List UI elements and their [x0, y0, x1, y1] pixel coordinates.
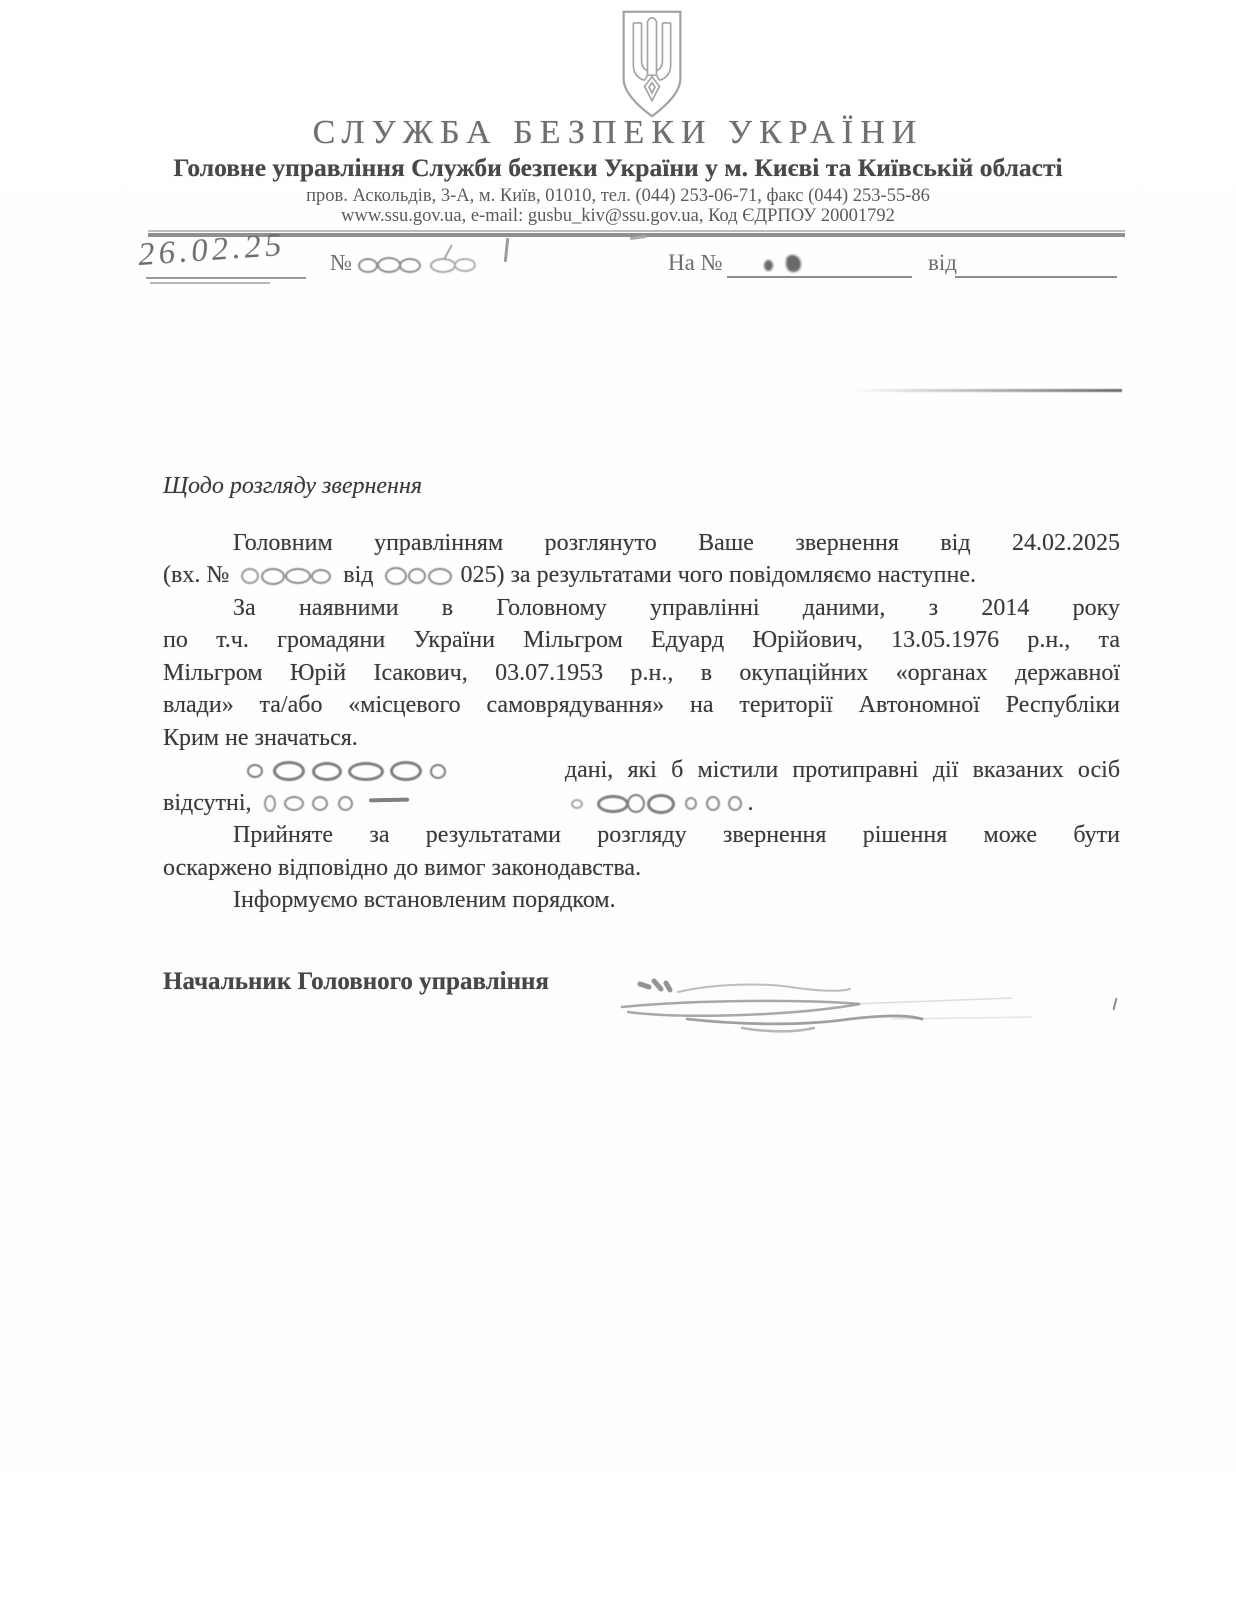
redaction-blob-small — [258, 790, 359, 816]
contacts-line: www.ssu.gov.ua, e-mail: gusbu_kiv@ssu.gov.ua, Код ЄДРПОУ 20001792 — [341, 206, 895, 226]
ink-speck-2 — [786, 255, 801, 272]
reply-date-label: від — [928, 250, 957, 275]
erased-text-smudge-line — [848, 389, 1122, 392]
handwritten-date: 26.02.25 — [136, 226, 287, 274]
p3-text-1: дані, які б містили протиправні дії вказаних осіб — [564, 757, 1121, 783]
reply-number-blank-line — [727, 276, 912, 278]
signature-title: Начальник Головного управління — [163, 968, 549, 995]
number-redaction-smudge — [358, 256, 476, 274]
p1-text-vid: від — [343, 562, 374, 588]
redaction-blob-chain — [247, 757, 460, 783]
paragraph-3-line-1 — [163, 754, 1120, 787]
erased-signature-scribble — [592, 962, 1152, 1052]
paragraph-5: Інформуємо встановленим порядком. — [233, 887, 616, 913]
reply-number-label: На № — [668, 250, 723, 275]
paragraph-2-line-1: За наявними в Головному управлінні даними, з 2014 року — [233, 594, 1120, 621]
number-label: № — [330, 250, 352, 275]
subject-line: Щодо розгляду звернення — [163, 473, 423, 499]
redaction-blob-chain-2 — [571, 790, 748, 816]
incoming-date-smudge — [379, 562, 460, 588]
paragraph-3-line-2 — [163, 787, 1120, 820]
divider-thin-line — [148, 230, 1125, 232]
address-line: пров. Аскольдів, 3-А, м. Київ, 01010, тел. (044) 253-06-71, факс (044) 253-55-86 — [306, 186, 930, 206]
ukraine-trident-emblem-icon — [604, 8, 700, 120]
org-name: СЛУЖБА БЕЗПЕКИ УКРАЇНИ — [312, 114, 924, 151]
paragraph-1-line-2 — [163, 559, 1120, 592]
stray-pen-tick — [504, 238, 509, 262]
redaction-dash — [369, 798, 409, 802]
department-name: Головне управління Служби безпеки України у м. Києві та Київській області — [173, 153, 1063, 182]
date-underline — [146, 277, 306, 279]
letter-body — [163, 470, 1120, 917]
paragraph-2-line-2: по т.ч. громадяни України Мільгром Едуард Юрійович, 13.05.1976 р.н., та — [163, 627, 1120, 653]
paragraph-2-line-3: Мільгром Юрій Ісакович, 03.07.1953 р.н., в окупаційних «органах державної — [163, 659, 1120, 686]
reply-date-blank-line — [955, 276, 1117, 278]
incoming-number-smudge — [235, 562, 343, 588]
paragraph-2-line-5: Крим не значаться. — [163, 724, 358, 751]
p3-text-3: . — [747, 789, 754, 816]
paragraph-4-line-1: Прийняте за результатами розгляду звернення рішення може бути — [233, 822, 1120, 848]
p1-text-before-number: (вх. № — [163, 562, 230, 588]
paragraph-1-line-1: Головним управлінням розглянуто Ваше звернення від 24.02.2025 — [233, 529, 1120, 556]
p1-text-after-date: 025) за результатами чого повідомляємо наступне. — [460, 562, 976, 588]
paragraph-4-line-2: оскаржено відповідно до вимог законодавства. — [163, 854, 642, 881]
date-underline-2 — [150, 282, 270, 284]
ink-speck — [764, 260, 773, 271]
p3-text-2: відсутні, — [163, 789, 252, 816]
paragraph-2-line-4: влади» та/або «місцевого самоврядування» на території Автономної Республіки — [163, 692, 1120, 718]
